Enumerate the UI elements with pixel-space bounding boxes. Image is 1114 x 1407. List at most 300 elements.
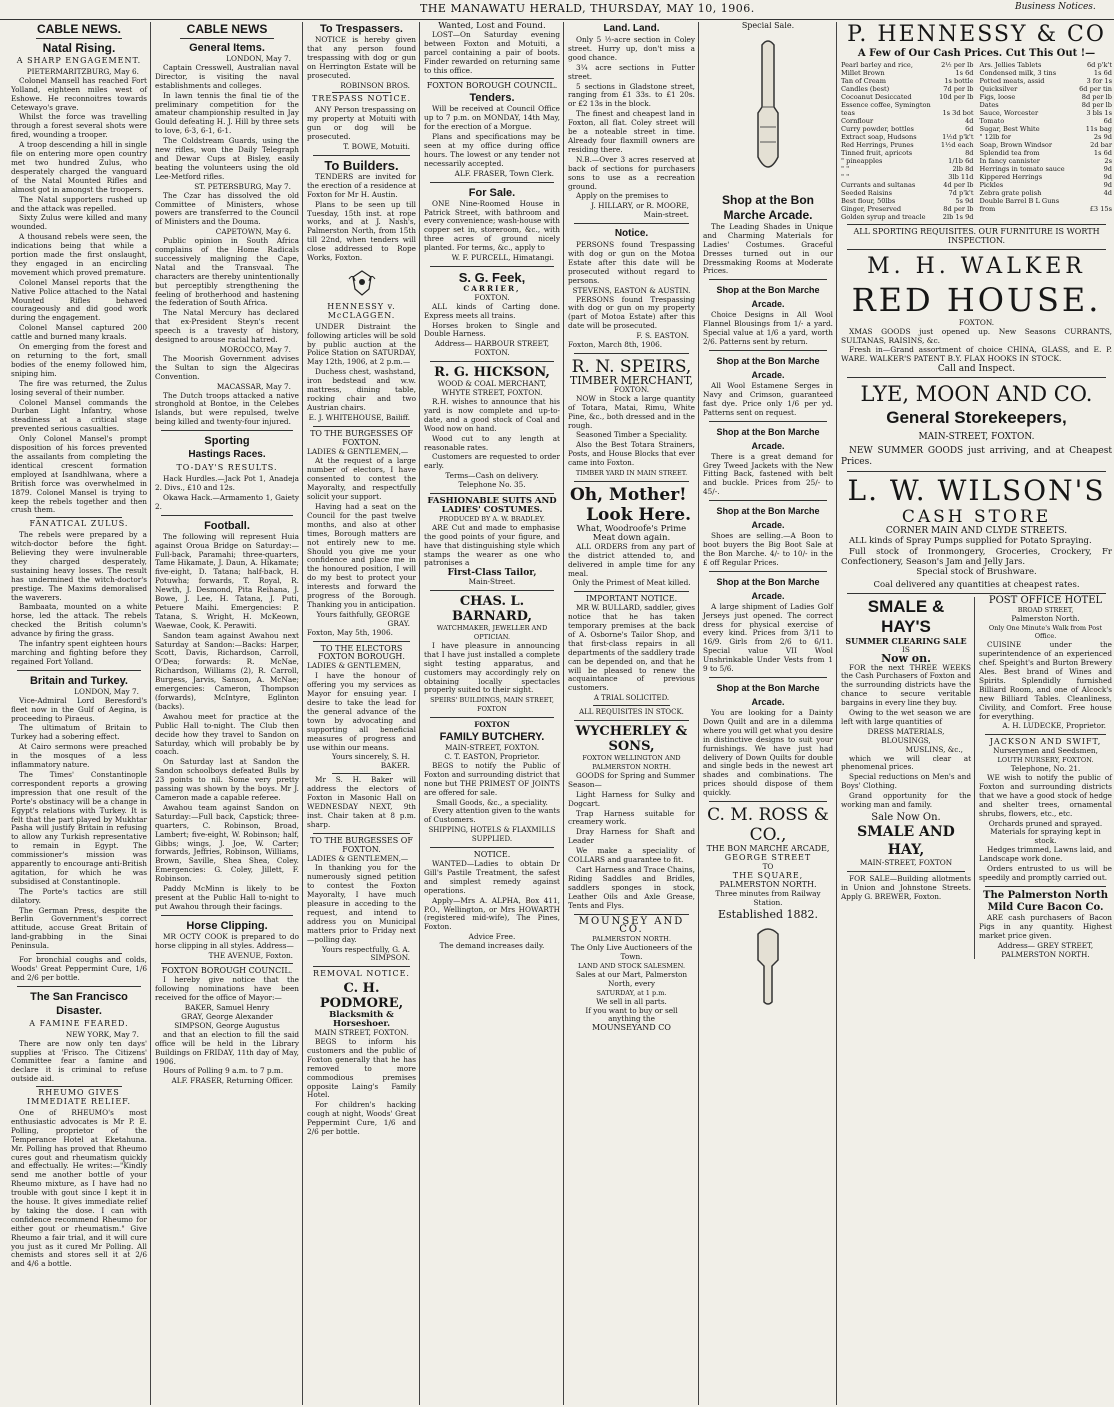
divider bbox=[574, 223, 689, 224]
business-address: WHYTE STREET, FOXTON. bbox=[441, 388, 543, 398]
notice-text: You are looking for a Dainty Down Quilt and are in a dilemma where you will get what you desire in distinctive designs to suit your furnishings. We have just had delivery of Down Quilts for double and single beds in the newest art shades and combinations. The prices should dispose of them quickly. bbox=[703, 708, 833, 798]
article-paragraph: Awahou team against Sandon on Saturday:—Full back, Capstick; three-quarters, C. Robinson, Broad, Lambert; five-eight, W. Robinson; half, Gibbs; wings, J. Joe, W. Carter; forwards, Jeffries, Robinson, Williams, Brown, Saville, Shea Shea, Coley. Emergencies: G. Coley, Jillett, F. Robinson. bbox=[155, 802, 299, 884]
business-trade: WATCHMAKER, JEWELLER AND OPTICIAN. bbox=[436, 624, 548, 642]
subheadline: What, Woodroofe's Prime Meat down again. bbox=[576, 523, 687, 543]
notice-text: Materials for spraying kept in stock. bbox=[990, 827, 1101, 846]
notice-text: MUSLINS, &c., bbox=[905, 744, 963, 754]
price-row bbox=[841, 149, 974, 157]
headline: Horse Clipping. bbox=[186, 919, 268, 932]
notice-text: UNDER Distraint the following articles will be sold by public auction at the Police Station on SATURDAY, May 12th, 1906, at 2 p.m.— bbox=[307, 321, 416, 367]
article-paragraph: Colonel Mansel captured 200 cattle and burned many kraals. bbox=[11, 323, 147, 342]
notice-text: Owing to the wet season we are left with large quantities of bbox=[841, 708, 971, 726]
article-paragraph: Colonel Mansell has reached Fort Yolland, eighteen miles west of Eshowe. He reconnoitres towards Cetewayo's grave. bbox=[11, 75, 147, 112]
business-name: SMALE AND HAY, bbox=[857, 823, 955, 858]
notice-text: Three minutes from Railway Station. bbox=[715, 888, 821, 907]
established-year: Established 1882. bbox=[718, 908, 818, 922]
headline: Wanted, Lost and Found. bbox=[438, 22, 546, 31]
price-value: 9d bbox=[1103, 164, 1112, 173]
notice-text: I have the honour of offering you my services as Mayor for ensuing year. I desire to take the lead for the general advance of the town by advocating and supporting all beneficial measures of progress and use within our means. bbox=[307, 671, 416, 752]
headline: Shop at the Bon Marche Arcade. bbox=[716, 576, 820, 601]
price-value: 2s bbox=[1104, 156, 1112, 165]
pointing-hand-image bbox=[748, 37, 788, 187]
divider bbox=[574, 481, 689, 482]
business-trade: CARRIER, bbox=[463, 283, 521, 293]
price-row bbox=[980, 109, 1113, 117]
price-item: teas bbox=[841, 108, 855, 117]
article-paragraph: The rebels were prepared by a witch-doctor before the fight. Believing they were invulnerable they charged desperately, sustaining heavy losses. The result has undermined the witch-doctor's prestige. The Maxims demoralised the waverers. bbox=[11, 530, 147, 602]
headline: Oh, Mother! bbox=[570, 484, 687, 505]
column-5 bbox=[565, 22, 698, 1405]
headline: To Trespassers. bbox=[320, 23, 403, 35]
signature: T. BOWE, Motuiti. bbox=[343, 141, 410, 151]
notice-text: NOW in Stock a large quantity of Totara, Matai, Rimu, White Pine, &c., both dressed and in the rough. bbox=[568, 393, 695, 430]
dateline: LONDON, May 7. bbox=[74, 686, 139, 696]
notice-text: Mr S. H. Baker will address the electors of Foxton in Masonic Hall on WEDNESDAY NEXT, 9th inst. Chair taken at 8 p.m. sharp. bbox=[307, 775, 416, 829]
divider bbox=[430, 266, 554, 267]
headline: Natal Rising. bbox=[42, 41, 116, 55]
divider bbox=[574, 914, 689, 915]
price-value: 10d per lb bbox=[939, 92, 974, 101]
column-rule bbox=[836, 22, 837, 1405]
notice-text: Telephone No. 35. bbox=[458, 480, 526, 490]
divider bbox=[709, 350, 827, 351]
price-row bbox=[980, 101, 1113, 109]
dateline: PIETERMARITZBURG, May 6. bbox=[26, 66, 139, 76]
notice-text: FOR the next THREE WEEKS the Cash Purchasers of Foxton and the surrounding districts have the chance to secure veritable bargains in every line they buy. bbox=[841, 662, 971, 708]
divider bbox=[36, 1086, 122, 1087]
article-paragraph: A troop descending a hill in single file on entering more open country met two hundred Zulus, who desperately charged the vanguard of the Natal Mounted Rifles and almost got in amongst the troopers. bbox=[11, 140, 147, 194]
subheadline: RHEUMO GIVES IMMEDIATE RELIEF. bbox=[26, 1088, 132, 1107]
subheadline: Now on. bbox=[881, 651, 931, 665]
article-paragraph: Only Colonel Mansel's prompt disposition of his forces prevented the assailants from completing the identical crescent formation employed at Isandhlwana, where a British force was overwhelmed in 1879. Colonel Mansel is trying to keep the rebels together and then crush them. bbox=[11, 434, 147, 515]
section-header: CABLE NEWS. bbox=[37, 22, 121, 36]
price-item: Currants and sultanas bbox=[841, 180, 916, 189]
price-row bbox=[841, 93, 974, 101]
signature: ALF. FRASER, Town Clerk. bbox=[454, 168, 554, 178]
notice-text: 5 sections in Gladstone street, ranging from £1 33s. to £1 20s. or £2 13s in the block. bbox=[568, 81, 695, 109]
business-address: LOUTH NURSERY, FOXTON. bbox=[997, 756, 1094, 765]
article-paragraph: I hereby give notice that the following nominations have been received for the office of Mayor:— bbox=[155, 975, 299, 1003]
price-item: In fancy cannister bbox=[979, 156, 1040, 165]
signature: J. HILLARY, or R. MOORE, Main-street. bbox=[591, 201, 689, 220]
article-paragraph: At Cairo sermons were preached in the mosques of a less inflammatory nature. bbox=[11, 742, 147, 770]
article-paragraph: Sandon team against Awahou next Saturday at Sandon:—Backs: Harper, Scott, Davis, Richardson, Carroll, O'Dea; forwards: R. McNae, Richardson, Williams (2), R. Carroll, Burgess, Jarvis, Sanson, A. McNae; emergencies: Cameron, Thompson (forwards), McIntyre, Eglinton (backs). bbox=[155, 630, 299, 711]
article-paragraph: Awahou meet for practice at the Public Hall to-night. The Club then decide how they travel to Sandon on Saturday, which will probably be by coach. bbox=[155, 711, 299, 757]
business-trade: Nurserymen and Seedsmen, bbox=[993, 746, 1098, 756]
signature: Yours faithfully, GEORGE GRAY. bbox=[316, 609, 410, 628]
article-paragraph: The fire was returned, the Zulus losing several of their number. bbox=[11, 378, 147, 397]
price-row bbox=[980, 197, 1113, 205]
notice-text: Shoes are selling.—A Boon to boot buyers the Big Boot Sale at the Bon Marche. 4/- to 10/- in the £ off Regular Prices. bbox=[703, 531, 833, 567]
notice-text: The Leading Shades in Unique and Charming Materials for Ladies' Costumes. Graceful Dresses turned out in our Dressmaking Rooms at Moderate Prices. bbox=[703, 221, 833, 276]
notice-text: Advice Free. bbox=[468, 932, 516, 942]
article-paragraph: The Natal supporters rushed up and the attack was repelled. bbox=[11, 194, 147, 213]
price-item: Tan of Cream bbox=[841, 76, 886, 85]
price-item: Pickles bbox=[979, 180, 1004, 189]
price-item: Curry powder, bottles bbox=[841, 124, 914, 133]
business-address: Address— HARBOUR STREET, FOXTON. bbox=[434, 339, 550, 358]
subheadline: A SHARP ENGAGEMENT. bbox=[16, 56, 142, 65]
price-row bbox=[841, 109, 974, 117]
article-paragraph: The Times' Constantinople correspondent reports a growing impression that one result of the Porte's obstinacy will be a change in Egypt's relations with Turkey. It is felt that the part played by Mukhtar Pasha will justify Britain in refusing to allow any Turkish representative to remain in Egypt. The commissioner's mission was apparently to encourage anti-British agitation, for which he was subsidised at Constantinople. bbox=[11, 769, 147, 886]
headline: To Builders. bbox=[324, 157, 399, 173]
notice-text: Sales at our Mart, Palmerston North, every bbox=[575, 969, 688, 988]
notice-text: Only the Primest of Meat killed. bbox=[572, 578, 691, 588]
divider bbox=[709, 801, 827, 802]
notice-text: Seasoned Timber a Speciality. bbox=[576, 430, 688, 440]
price-row bbox=[980, 173, 1113, 181]
business-address: MAIN-STREET, FOXTON. bbox=[918, 432, 1035, 443]
price-value: 2lb 8d bbox=[952, 164, 974, 173]
headline: Look Here. bbox=[586, 504, 691, 525]
notice-text: ALL SPORTING REQUISITES. OUR FURNITURE IS WORTH INSPECTION. bbox=[853, 226, 1100, 245]
headline: Land. Land. bbox=[603, 23, 660, 34]
notice-text: Small Goods, &c., a speciality. bbox=[436, 797, 548, 807]
notice-text: CUISINE under the superintendence of an experienced chef. Speight's and Burton Brewery Ales. Best brand of Wines and Spirits. Splendidly furnished Billiard Room, and one of Alcock's new Billiard Tables. Cleanliness, Civility, and Comfort. Free house for everything. bbox=[979, 640, 1112, 721]
business-address: FOXTON WELLINGTON AND PALMERSTON NORTH. bbox=[582, 754, 681, 771]
notice-text: ARE cash purchasers of Bacon Pigs in any quantity. Highest market price given. bbox=[979, 912, 1112, 940]
price-row bbox=[841, 213, 974, 221]
article-paragraph: Whilst the force was travelling through a forest several shots were fired, wounding a trooper. bbox=[11, 112, 147, 140]
price-list-right bbox=[980, 61, 1113, 221]
divider bbox=[180, 38, 274, 39]
divider bbox=[430, 493, 554, 494]
business-address: PALMERSTON NORTH. bbox=[592, 935, 671, 944]
divider bbox=[847, 224, 1106, 225]
article-paragraph: Sixty Zulus were killed and many wounded. bbox=[11, 213, 147, 232]
divider bbox=[430, 361, 554, 362]
notice-text: We make a speciality of COLLARS and guarantee to fit. bbox=[568, 846, 695, 865]
business-address: FOXTON. bbox=[958, 317, 995, 327]
race-result: Okawa Hack.—Armamento 1, Gaiety 2. bbox=[155, 492, 299, 511]
subheadline: Sale Now On. bbox=[871, 812, 941, 823]
bottom-ads bbox=[841, 594, 1112, 960]
notice-text: Will be received at Council Office up to 7 p.m. on MONDAY, 14th May, for the erection of a Morgue. bbox=[424, 104, 560, 132]
divider bbox=[574, 591, 689, 592]
notice-text: At the request of a large number of electors, I have consented to contest the Mayoralty, and respectfully solicit your support. bbox=[307, 456, 416, 502]
headline: Notice. bbox=[614, 228, 649, 240]
notice-text: PERSONS found Trespassing with dog or gun on the Motoa Estate after this date will be prosecuted without regard to persons. bbox=[568, 240, 695, 285]
notice-text: Apply on the premises to bbox=[576, 191, 669, 201]
price-value: 11s bag bbox=[1085, 124, 1112, 133]
business-address: THE BON MARCHE ARCADE, bbox=[706, 844, 830, 854]
business-name: MOUNSEYAND CO bbox=[592, 1023, 671, 1033]
business-address: GEORGE STREET bbox=[724, 852, 812, 862]
notice-text: In thanking you for the numerously signed petition to contest the Foxton Mayoralty, I have much pleasure in acceding to the request, and intend to address you on Municipal matters prior to Friday next—polling day. bbox=[307, 863, 416, 944]
divider bbox=[709, 421, 827, 422]
price-item: Soap, Brown Windsor bbox=[979, 140, 1053, 149]
subheadline: IS bbox=[902, 644, 910, 654]
notice-text: Also the Best Totara Strainers, Posts, and House Blocks that ever came into Foxton. bbox=[568, 440, 695, 468]
divider bbox=[313, 966, 410, 967]
divider bbox=[430, 590, 554, 591]
price-row bbox=[980, 85, 1113, 93]
divider bbox=[36, 38, 122, 39]
notice-text: ANY Person trespassing on my property at Motuiti with gun or dog will be prosecuted. bbox=[307, 105, 416, 142]
divider bbox=[847, 871, 965, 872]
signature: ROBINSON BROS. bbox=[340, 80, 410, 90]
business-address: BROAD STREET, bbox=[1017, 605, 1074, 614]
notice-text: Only 5 ½-acre section in Coley street. Hurry up, don't miss a good chance. bbox=[568, 35, 695, 62]
business-name: FAMILY BUTCHERY. bbox=[439, 731, 545, 744]
business-address: FOXTON. bbox=[474, 292, 510, 302]
business-address: TIMBER YARD IN MAIN STREET. bbox=[575, 469, 688, 478]
business-address: Address— GREY STREET, PALMERSTON NORTH. bbox=[997, 940, 1094, 959]
price-row bbox=[980, 149, 1113, 157]
notice-text: FOR SALE—Building allotments in Union and Johnstone Streets. Apply G. BREWER, Foxton. bbox=[841, 873, 971, 901]
divider bbox=[593, 705, 670, 706]
price-value: 1½d each bbox=[940, 140, 974, 149]
notice-text: PERSONS found Trespassing with dog or gun on my property (part of Motoa Estate) after this date will be prosecuted. bbox=[568, 294, 695, 331]
business-address: MAIN-STREET, FOXTON bbox=[859, 857, 953, 867]
notice-text: Light Harness for Sulky and Dogcart. bbox=[568, 789, 695, 808]
notice-text: Hedges trimmed, Lawns laid, and Landscape work done. bbox=[979, 845, 1112, 864]
price-row bbox=[980, 117, 1113, 125]
notice-text: WE wish to notify the public of Foxton and surrounding districts that we have a good stock of hedge and shelter trees, ornamental shrubs, flowers, etc., etc. bbox=[979, 773, 1112, 818]
column-rule bbox=[419, 22, 420, 1405]
business-name: R. G. HICKSON, bbox=[434, 365, 550, 381]
price-row bbox=[841, 173, 974, 181]
article-paragraph: The Coldstream Guards, using the new rifles, won the Daily Telegraph and Dewar Cups at Bisley, easily beating the volunteers using the old Lee-Metford rifles. bbox=[155, 136, 299, 181]
masthead bbox=[0, 0, 1114, 20]
business-name: L. W. WILSON'S bbox=[847, 474, 1106, 508]
article-paragraph: Colonel Mansel reports that the Native Police attached to the Natal Mounted Rifles behaved courageously and did good work during the engagement. bbox=[11, 277, 147, 323]
price-row bbox=[841, 141, 974, 149]
business-address: PALMERSTON NORTH. bbox=[719, 879, 817, 889]
price-value: 6d p'k't bbox=[1086, 60, 1112, 69]
business-name: M. H. WALKER bbox=[867, 253, 1086, 279]
price-value: 3lb 11d bbox=[948, 172, 974, 181]
price-value: 1s 6d bbox=[955, 68, 974, 77]
business-address: TO bbox=[762, 861, 774, 871]
article-paragraph: One of RHEUMO's most enthusiastic advocates is Mr P. E. Polling, proprietor of the Temperance Hotel at Eketahuna. Mr. Polling has proved that Rheumo cures gout and rheumatism quickly and effectually. He writes:—"Kindly send me another bottle of your Rheumo mixture, as I have had no trouble with gout since I kept it in the house. It gives immediate relief by taking the dose. I can with confidence recommend Rheumo for either gout or rheumatism." Give Rheumo a fair trial, and it will cure you just as it cured Mr Polling. All chemists and stores sell it at 2/6 and 4/6 a bottle. bbox=[11, 1107, 147, 1269]
notice-title: TRESPASS NOTICE. bbox=[311, 94, 412, 104]
price-row bbox=[980, 133, 1113, 141]
business-name: JACKSON AND SWIFT, bbox=[989, 737, 1102, 747]
headline: Shop at the Bon Marche Arcade. bbox=[716, 285, 820, 310]
article-paragraph: The German Press, despite the Berlin Government's correct attitude, accuse Great Britain of land-grabbing in the Sinai Peninsula. bbox=[11, 905, 147, 951]
notice-text: Fresh in—Grand assortment of choice CHINA, GLASS, and E. P. WARE. WALKER'S PATENT B.Y. FLAX HOOKS IN STOCK. bbox=[841, 345, 1112, 364]
notice-text: Orchards pruned and sprayed. bbox=[988, 818, 1103, 828]
price-item: Seeded Raisins bbox=[841, 188, 893, 197]
notice-text: ALL kinds of Carting done. Express meets all trains. bbox=[424, 301, 560, 320]
price-item: Ginger, Preserved bbox=[841, 204, 902, 213]
price-value: 6d bbox=[965, 124, 974, 133]
price-item: Sauce, Worcester bbox=[979, 108, 1039, 117]
subheadline: SUMMER CLEARING SALE bbox=[845, 635, 967, 646]
notice-title: TO THE BURGESSES OF FOXTON. bbox=[310, 428, 413, 447]
subheadline: A FAMINE FEARED. bbox=[29, 1018, 129, 1028]
salutation: LADIES & GENTLEMEN,— bbox=[307, 446, 409, 456]
price-row bbox=[841, 117, 974, 125]
price-item: Essence coffee, Symington bbox=[841, 100, 931, 109]
business-trade: Blacksmith & Horseshoer. bbox=[329, 1010, 394, 1030]
price-row bbox=[980, 141, 1113, 149]
dateline: CAPETOWN, May 6. bbox=[215, 227, 291, 237]
date-line: Foxton, March 8th, 1906. bbox=[568, 340, 663, 350]
price-row bbox=[841, 133, 974, 141]
column-rule bbox=[698, 22, 699, 1405]
divider bbox=[709, 677, 827, 678]
price-item: Best flour, 50lbs bbox=[841, 196, 896, 205]
price-value: 4d per lb bbox=[943, 180, 974, 189]
price-row bbox=[980, 61, 1113, 69]
article-paragraph: and that an election to fill the said office will be held in the Library Buildings on FRIDAY, 11th day of May, 1906. bbox=[155, 1029, 299, 1066]
price-value: 2½ per lb bbox=[941, 60, 974, 69]
nominee: GRAY, George Alexander bbox=[181, 1012, 273, 1021]
notice-title: REMOVAL NOTICE. bbox=[313, 969, 410, 979]
price-row bbox=[841, 125, 974, 133]
article-paragraph: There are now only ten days' supplies at 'Frisco. The Citizens' Committee fear a famine and declare it is criminal to refuse outside aid. bbox=[11, 1038, 147, 1084]
headline: General Items. bbox=[189, 42, 265, 54]
article-paragraph: The Porte's tactics are still dilatory. bbox=[11, 886, 147, 905]
price-row bbox=[841, 197, 974, 205]
divider bbox=[709, 279, 827, 280]
divider bbox=[161, 430, 293, 431]
business-trade: PRODUCED BY A. W. BRADLEY. bbox=[439, 514, 545, 523]
notice-text: The finest and cheapest land in Foxton, all flat. Coley street will be a noteable street in time. Already four flaxmill owners are residing there. bbox=[568, 109, 695, 154]
price-row bbox=[980, 69, 1113, 77]
price-value: 8d per lb bbox=[1081, 92, 1112, 101]
divider bbox=[847, 249, 1106, 250]
business-name: RED HOUSE. bbox=[851, 280, 1102, 319]
notice-text: Dray Harness for Shaft and Leader bbox=[568, 827, 695, 846]
price-row bbox=[841, 101, 974, 109]
business-name: POST OFFICE HOTEL bbox=[988, 594, 1103, 606]
article-paragraph: Vice-Admiral Lord Beresford's fleet now in the Gulf of Aegina, is proceeding to Piraeus. bbox=[11, 695, 147, 723]
divider bbox=[313, 426, 410, 427]
price-item: Kippered Herrings bbox=[979, 172, 1043, 181]
notice-title: FOXTON BOROUGH COUNCIL. bbox=[426, 81, 558, 91]
race-result: Hack Hurdles.—Jack Pot 1, Anadeja 2. Divs., £10 and 12s. bbox=[155, 474, 299, 492]
price-value: 8d per lb bbox=[1081, 100, 1112, 109]
article-paragraph: The following will represent Huia against Oroua Bridge on Saturday:—Full-back, Paramahi; three-quarters, Tame Hikamate, J. Daun, A. Hikamate; five-eight, D. Tatana; half-back, H. Potuwha; forwards, T. Royal, R. Newth, J. Desmond, Pita Reihana, J. Bowe, J. Lee, H. Tatana, J. Puti, Petuere Maihi. Emergencies: P. Tatana, S. Wright, H. McKeown, Waewae, Cook, K. Perawiti. bbox=[155, 531, 299, 630]
notice-title: FOXTON BOROUGH COUNCIL. bbox=[161, 966, 293, 976]
address: THE AVENUE, Foxton. bbox=[208, 950, 293, 960]
column-4 bbox=[421, 22, 563, 1405]
notice-text: Wood cut to any length at reasonable rates. bbox=[424, 433, 560, 452]
price-item: Millet Brown bbox=[841, 68, 885, 77]
price-item: Golden syrup and treacle bbox=[841, 212, 926, 221]
dateline: LONDON, May 7. bbox=[226, 54, 291, 63]
subheadline: TO-DAY'S RESULTS. bbox=[176, 463, 278, 473]
nominee: BAKER, Samuel Henry bbox=[184, 1003, 270, 1013]
notice-text: SHIPPING, HOTELS & FLAXMILLS SUPPLIED. bbox=[428, 826, 556, 844]
subheadline: A Few of Our Cash Prices. Cut This Out !— bbox=[857, 48, 1096, 59]
divider bbox=[313, 833, 410, 834]
divider bbox=[574, 720, 689, 721]
notice-text: ONE Nine-Roomed House in Patrick Street, with bathroom and every convenience; wash-house with copper set in, storeroom, &c., with three acres of ground nicely planted. For terms, &c., apply to bbox=[424, 198, 560, 253]
signature: Yours respectfully, G. A. SIMPSON. bbox=[321, 944, 410, 963]
notice-text: The demand increases daily. bbox=[439, 941, 545, 951]
price-value: 1/1b 6d bbox=[948, 156, 974, 165]
notice-text: ARE Cut and made to emphasise the good points of your figure, and have that distinguishing style which stamps the wearer as one who patronises a bbox=[424, 522, 560, 568]
price-item: Zebra grate polish bbox=[979, 188, 1042, 197]
business-trade: General Storekeepers, bbox=[886, 408, 1067, 428]
notice-text: There is a great demand for Grey Tweed Jackets with the New Fitting Back, fastened with belt and buckle. Prices from 25/- to 45/-. bbox=[703, 451, 833, 497]
article-paragraph: The Natal Mercury has declared that ex-President Steyn's recent speech is a travesty of history, designed to arouse racial hatred. bbox=[155, 308, 299, 345]
price-item: " 12lb for bbox=[979, 132, 1012, 141]
divider bbox=[17, 670, 141, 671]
section-header: CABLE NEWS bbox=[186, 22, 268, 36]
headline: The San Francisco Disaster. bbox=[30, 990, 128, 1017]
business-address: THE SQUARE, bbox=[732, 870, 804, 880]
notice-text: A large shipment of Ladies Golf Jerseys just opened. The correct dress for physical exercise of every kind. Prices from 3/11 to 16/9. Girls from 2/6 to 6/11. Special value VII Wool Unshrinkable Under Vests from 1 9 to 5/6. bbox=[703, 601, 833, 674]
price-value: 4d bbox=[1103, 188, 1112, 197]
column-rule bbox=[150, 22, 151, 1405]
notice-text: NOTICE is hereby given that any person found trespassing with dog or gun on Herrington Estate will be prosecuted. bbox=[307, 35, 416, 80]
price-value: 1s 6d bbox=[1093, 68, 1112, 77]
article-paragraph: On Saturday last at Sandon the Sandon schoolboys defeated Bulls by 23 points to nil. Some very pretty passing was shown by the boys. Mr J. Cameron made a capable referee. bbox=[155, 757, 299, 802]
business-name: P. HENNESSY & CO bbox=[847, 22, 1106, 47]
pointing-hand-image bbox=[748, 926, 788, 1006]
business-name: R. N. SPEIRS, bbox=[571, 357, 692, 377]
price-row bbox=[841, 69, 974, 77]
notice-text: WANTED—Ladies to obtain Dr Gill's Pastile Treatment, the safest and simplest remedy against operations. bbox=[424, 858, 560, 895]
notice-text: Trap Harness suitable for creamery work. bbox=[568, 808, 695, 827]
notice-text: R.H. wishes to announce that his yard is now complete and up-to-date, and a good stock of Coal and Wood now on hand. bbox=[424, 397, 560, 433]
column-3 bbox=[304, 22, 419, 1405]
price-value: 1s 3d bot bbox=[942, 108, 974, 117]
notice-text: Terms—Cash on delivery. bbox=[445, 471, 539, 481]
divider bbox=[847, 593, 1106, 594]
business-address: Palmerston North. bbox=[1011, 613, 1080, 623]
business-trade: WOOD & COAL MERCHANT, bbox=[437, 379, 547, 389]
price-item: Dates bbox=[979, 100, 999, 109]
notice-text: ALL kinds of Spray Pumps supplied for Potato Spraying. bbox=[849, 535, 1092, 546]
nominee: SIMPSON, George Augustus bbox=[174, 1020, 280, 1030]
divider bbox=[313, 641, 410, 642]
notice-text: Apply—Mrs A. ALPHA, Box 411, P.O., Wellington, or Mrs HOWARTH (registered mid-wife), The Pines, Foxton. bbox=[424, 895, 560, 932]
price-item: from bbox=[979, 204, 996, 213]
price-row bbox=[841, 181, 974, 189]
price-row bbox=[841, 61, 974, 69]
article-paragraph: Colonel Mansel commands the Durban Light Infantry, whose steadiness at a critical stage prevented serious casualties. bbox=[11, 397, 147, 434]
notice-text: Special reductions on Men's and Boys' Clothing. bbox=[841, 772, 971, 791]
salutation: LADIES & GENTLEMEN, bbox=[307, 661, 401, 671]
price-item: Splendid tea from bbox=[979, 148, 1040, 157]
signature: STEVENS, EASTON & AUSTIN. bbox=[572, 285, 691, 295]
price-item: Figs, loose bbox=[979, 92, 1016, 101]
notice-title: HENNESSY v. McCLAGGEN. bbox=[327, 301, 396, 320]
headline: Britain and Turkey. bbox=[29, 674, 128, 687]
section-label: Business Notices. bbox=[1015, 2, 1096, 12]
business-name: MOUNSEY AND CO. bbox=[578, 915, 685, 936]
article-paragraph: Hours of Polling 9 a.m. to 7 p.m. bbox=[163, 1066, 284, 1076]
article-paragraph: A thousand rebels were seen, the indications being that while a portion made the first onslaught, they engaged in an encircling movement which proved premature. bbox=[11, 232, 147, 277]
divider bbox=[847, 471, 1106, 472]
notice-text: BEGS to notify the Public of Foxton and surrounding district that none but THE PRIMEST OF JOINTS are offered for sale. bbox=[424, 760, 560, 797]
signature: A. H. LUDECKE, Proprietor. bbox=[1002, 721, 1106, 731]
notice-text: I have pleasure in announcing that I have just installed a complete sight testing apparatus, and customers may accordingly rely on obtaining locally spectacles properly suited to their sight. bbox=[424, 640, 560, 695]
notice-title: IMPORTANT NOTICE. bbox=[585, 594, 678, 604]
divider bbox=[430, 182, 554, 183]
notice-text: MR W. BULLARD, saddler, gives notice that he has taken temporary premises at the back of A. Osborne's Tailor Shop, and that first-class repairs in all departments of the saddlery trade can be depended on, and that he will be pleased to renew the acquaintance of previous customers. bbox=[568, 603, 695, 693]
business-address: Main-Street. bbox=[468, 577, 516, 587]
subheadline: FANATICAL ZULUS. bbox=[29, 519, 129, 529]
notice-text: BEGS to inform his customers and the public of Foxton generally that he has removed to more commodious premises opposite Laing's Family Hotel. bbox=[307, 1037, 416, 1100]
price-row bbox=[980, 189, 1113, 197]
notice-text: Choice Designs in All Wool Flannel Blousings from 1/- a yard. Special value at 1/6 a yard, worth 2/6. Patterns sent by return. bbox=[703, 310, 833, 347]
price-item: Cornflour bbox=[841, 116, 874, 125]
article-paragraph: The Moorish Government advises the Sultan to sign the Algeciras Convention. bbox=[155, 353, 299, 381]
notice-text: The Only Live Auctioneers of the Town. bbox=[570, 943, 693, 962]
business-name: CHAS. L. BARNARD, bbox=[452, 594, 532, 625]
headline: Special Sale. bbox=[741, 22, 795, 30]
headline: Sporting bbox=[204, 435, 250, 448]
price-row bbox=[841, 189, 974, 197]
price-row bbox=[980, 93, 1113, 101]
